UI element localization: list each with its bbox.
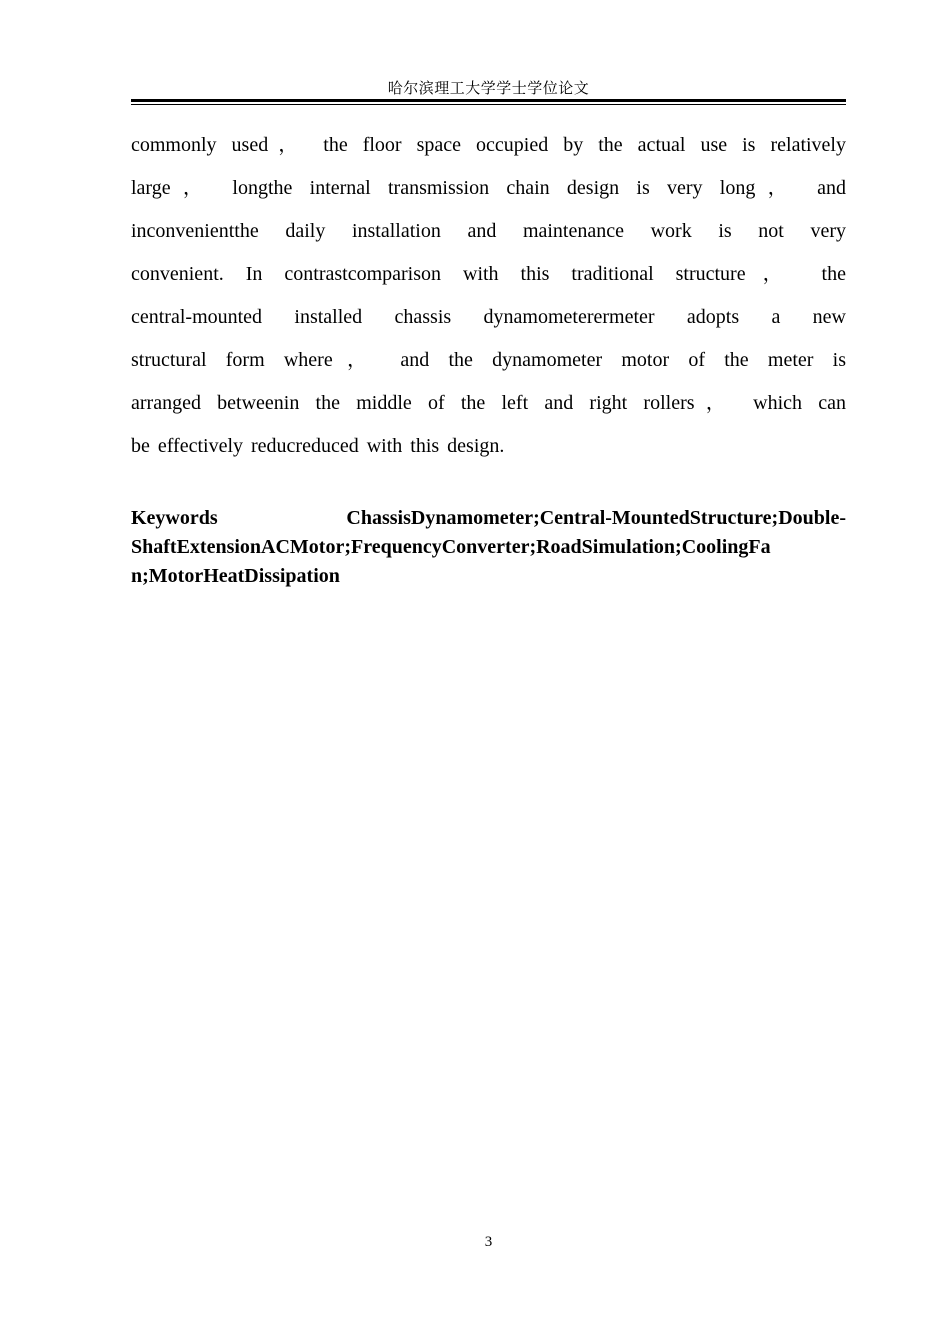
page-number: 3 [484, 1234, 493, 1250]
keywords-line: n;MotorHeatDissipation [131, 565, 340, 587]
keywords-list-part: ChassisDynamometer;Central-MountedStructure;Double- [346, 507, 846, 529]
header-rule-thick [131, 99, 846, 102]
abstract-line: structural form where， and the dynamometer motor of the meter is [131, 349, 846, 371]
abstract-line: convenient. In contrastcomparison with this traditional structure， the [131, 263, 846, 285]
keywords-line: ShaftExtensionACMotor;FrequencyConverter;RoadSimulation;CoolingFa [131, 536, 771, 558]
keywords-line [131, 504, 846, 533]
abstract-line: commonly used， the floor space occupied by the actual use is relatively [131, 134, 846, 156]
keywords-section [131, 504, 846, 591]
abstract-line: large， longthe internal transmission chain design is very long， and [131, 177, 846, 199]
abstract-body [131, 124, 846, 468]
keywords-label: Keywords [131, 507, 218, 529]
abstract-line: be effectively reducreduced with this design. [131, 435, 505, 457]
abstract-line: central-mounted installed chassis dynamometerermeter adopts a new [131, 306, 846, 328]
running-header: 哈尔滨理工大学学士学位论文 [387, 81, 590, 97]
abstract-line: arranged betweenin the middle of the left and right rollers， which can [131, 392, 846, 414]
abstract-line: inconvenientthe daily installation and maintenance work is not very [131, 220, 846, 242]
header-rule-thin [131, 104, 846, 105]
